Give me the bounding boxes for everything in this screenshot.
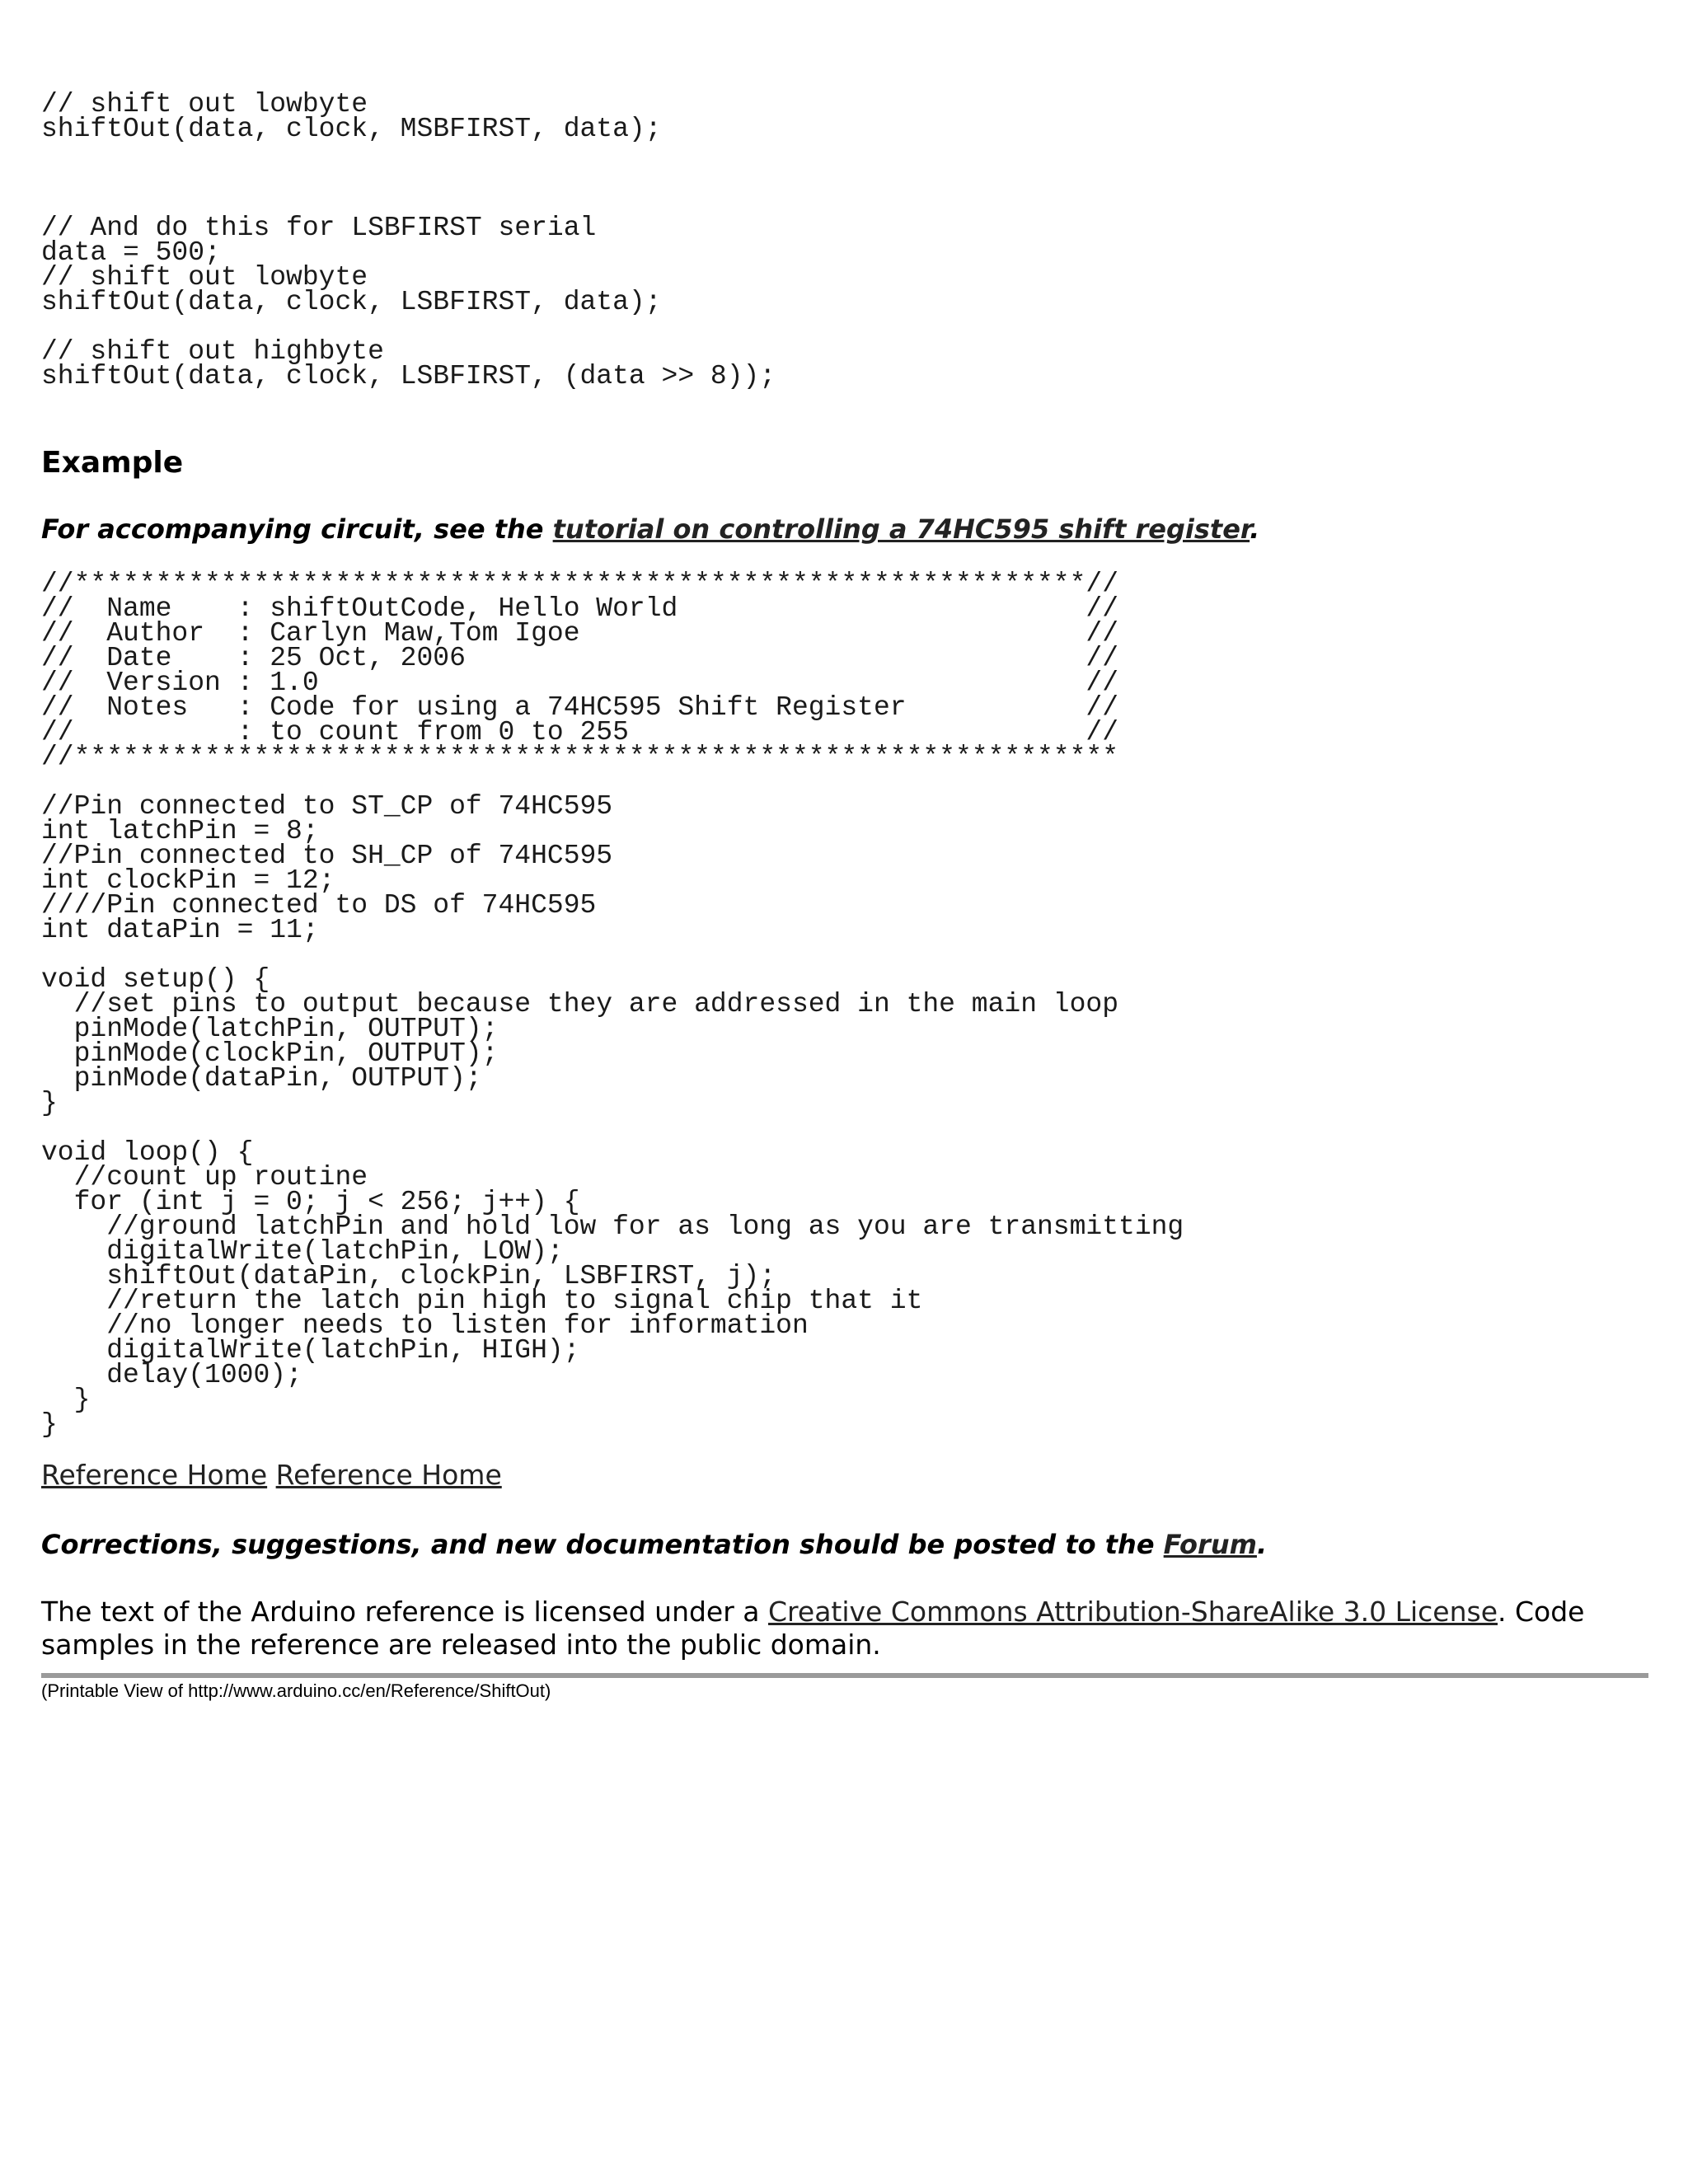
- spacer: [41, 1437, 1648, 1459]
- code-snippet-lsbfirst: // And do this for LSBFIRST serial data = 500; // shift out lowbyte shiftOut(data, clock, LSBFIRST, data); // shift out highbyte shiftOut(data, clock, LSBFIRST, (data >> 8));: [41, 213, 776, 391]
- corrections-prefix: Corrections, suggestions, and new documentation should be posted to the: [41, 1529, 1164, 1560]
- spacer: [41, 142, 1648, 216]
- example-code-block: //**************************************************************// // Name : shiftOutCode, Hello World // // Author : Carlyn Maw,Tom Igoe // // Date : 25 Oct, 2006 // // Version : 1.0 // // Notes : Code for using a 74HC595 Shift Register // // : to count from 0 to 255 // //**************************************************************** //Pin connected to ST_CP of 74HC595 int latchPin = 8; //Pin connected to SH_CP of 74HC595 int clockPin = 12; ////Pin connected to DS of 74HC595 int dataPin = 11; void setup() { //set pins to output because they are addressed in the main loop pinMode(latchPin, OUTPUT); pinMode(clockPin, OUTPUT); pinMode(dataPin, OUTPUT); } void loop() { //count up routine for (int j = 0; j < 256; j++) { //ground latchPin and hold low for as long as you are transmitting digitalWrite(latchPin, LOW); shiftOut(dataPin, clockPin, LSBFIRST, j); //return the latch pin high to signal chip that it //no longer needs to listen for information digitalWrite(latchPin, HIGH); delay(1000); } }: [41, 569, 1184, 1440]
- spacer: [41, 1492, 1648, 1528]
- circuit-note: [41, 513, 1648, 546]
- spacer: [41, 1661, 1648, 1673]
- reference-home-link[interactable]: Reference Home: [41, 1459, 268, 1491]
- forum-link[interactable]: Forum: [1163, 1529, 1257, 1560]
- example-heading: Example: [41, 446, 184, 480]
- license-text: [41, 1596, 1648, 1661]
- printable-view-note: (Printable View of http://www.arduino.cc/en/Reference/ShiftOut): [41, 1680, 551, 1701]
- spacer: [41, 389, 1648, 445]
- spacer: [41, 1561, 1648, 1596]
- license-suffix: . Code samples in the reference are released into the public domain.: [41, 1596, 1585, 1661]
- license-prefix: The text of the Arduino reference is licensed under a: [41, 1596, 769, 1628]
- license-link[interactable]: Creative Commons Attribution-ShareAlike 3.0 License: [768, 1596, 1498, 1628]
- corrections-note: [41, 1528, 1648, 1561]
- spacer: [41, 481, 1648, 513]
- document-page: [41, 89, 1648, 1703]
- circuit-note-suffix: .: [1250, 513, 1260, 545]
- reference-links: [41, 1459, 1648, 1492]
- corrections-suffix: .: [1256, 1529, 1268, 1560]
- tutorial-link[interactable]: tutorial on controlling a 74HC595 shift register: [552, 513, 1250, 545]
- reference-home-link[interactable]: Reference Home: [275, 1459, 502, 1491]
- circuit-note-prefix: For accompanying circuit, see the: [41, 513, 553, 545]
- code-snippet-msbfirst: // shift out lowbyte shiftOut(data, clock, MSBFIRST, data);: [41, 89, 662, 144]
